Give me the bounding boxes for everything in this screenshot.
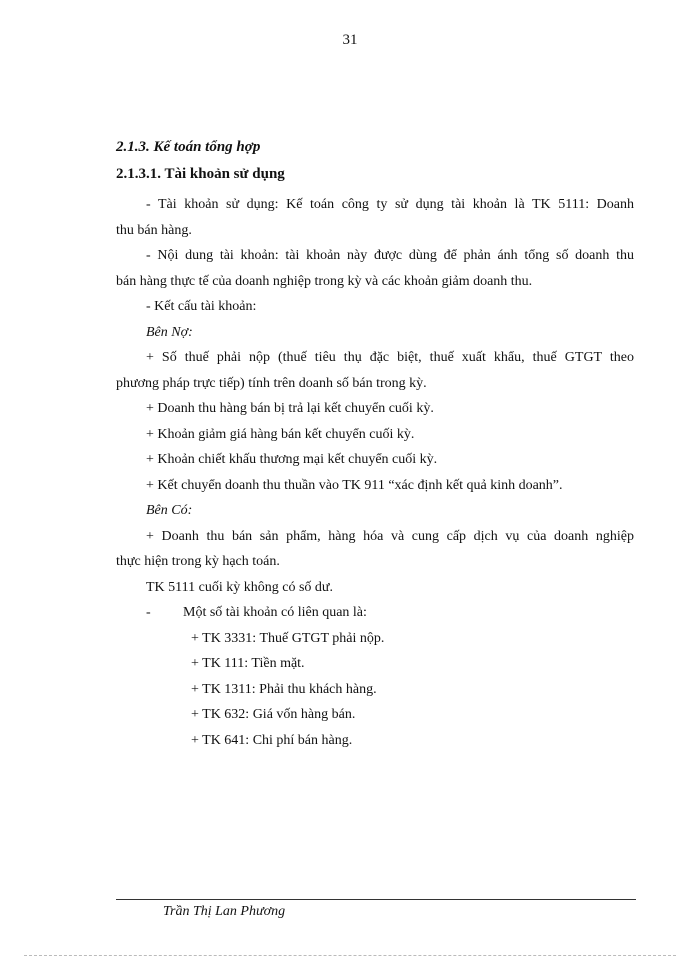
related-account-item: + TK 632: Giá vốn hàng bán. bbox=[191, 707, 356, 722]
debit-item2: + Doanh thu hàng bán bị trả lại kết chuyển cuối kỳ. bbox=[146, 401, 434, 416]
section-heading: 2.1.3. Kế toán tổng hợp bbox=[116, 139, 261, 155]
related-account-item: + TK 3331: Thuế GTGT phải nộp. bbox=[191, 630, 385, 646]
related-account-item: + TK 641: Chi phí bán hàng. bbox=[191, 732, 353, 748]
debit-label: Bên Nợ: bbox=[146, 324, 193, 340]
credit-item1-line1: + Doanh thu bán sản phẩm, hàng hóa và cung cấp dịch vụ của doanh nghiệp bbox=[146, 528, 634, 544]
account-content-line2: bán hàng thực tế của doanh nghiệp trong kỳ và các khoản giảm doanh thu. bbox=[116, 273, 533, 289]
footer-divider bbox=[116, 899, 636, 900]
credit-item1-line2: thực hiện trong kỳ hạch toán. bbox=[116, 554, 280, 569]
page-bottom-edge bbox=[24, 955, 676, 956]
debit-item5: + Kết chuyển doanh thu thuần vào TK 911 “xác định kết quả kinh doanh”. bbox=[146, 477, 563, 493]
document-body bbox=[116, 192, 634, 753]
structure-label: - Kết cấu tài khoản: bbox=[146, 299, 257, 314]
related-accounts-label: Một số tài khoản có liên quan là: bbox=[183, 605, 367, 620]
list-dash: - bbox=[146, 605, 151, 620]
footer-author: Trần Thị Lan Phương bbox=[163, 904, 286, 919]
debit-item1-line1: + Số thuế phải nộp (thuế tiêu thụ đặc biệt, thuế xuất khẩu, thuế GTGT theo bbox=[146, 350, 634, 365]
related-account-item: + TK 111: Tiền mặt. bbox=[191, 656, 305, 671]
credit-label: Bên Có: bbox=[146, 503, 193, 518]
related-account-item: + TK 1311: Phải thu khách hàng. bbox=[191, 681, 377, 697]
no-balance-note: TK 5111 cuối kỳ không có số dư. bbox=[146, 579, 333, 595]
debit-item3: + Khoản giảm giá hàng bán kết chuyển cuối kỳ. bbox=[146, 426, 415, 442]
debit-item1-line2: phương pháp trực tiếp) tính trên doanh số bán trong kỳ. bbox=[116, 375, 427, 391]
related-accounts-heading bbox=[116, 600, 634, 626]
account-content-line1: - Nội dung tài khoản: tài khoản này được dùng để phản ánh tổng số doanh thu bbox=[146, 248, 634, 263]
account-used-line2: thu bán hàng. bbox=[116, 222, 192, 238]
page-number: 31 bbox=[342, 32, 358, 48]
subsection-heading: 2.1.3.1. Tài khoản sử dụng bbox=[116, 166, 285, 182]
debit-item4: + Khoản chiết khấu thương mại kết chuyển cuối kỳ. bbox=[146, 452, 438, 467]
account-used-line1: - Tài khoản sử dụng: Kế toán công ty sử dụng tài khoản là TK 5111: Doanh bbox=[146, 197, 634, 212]
